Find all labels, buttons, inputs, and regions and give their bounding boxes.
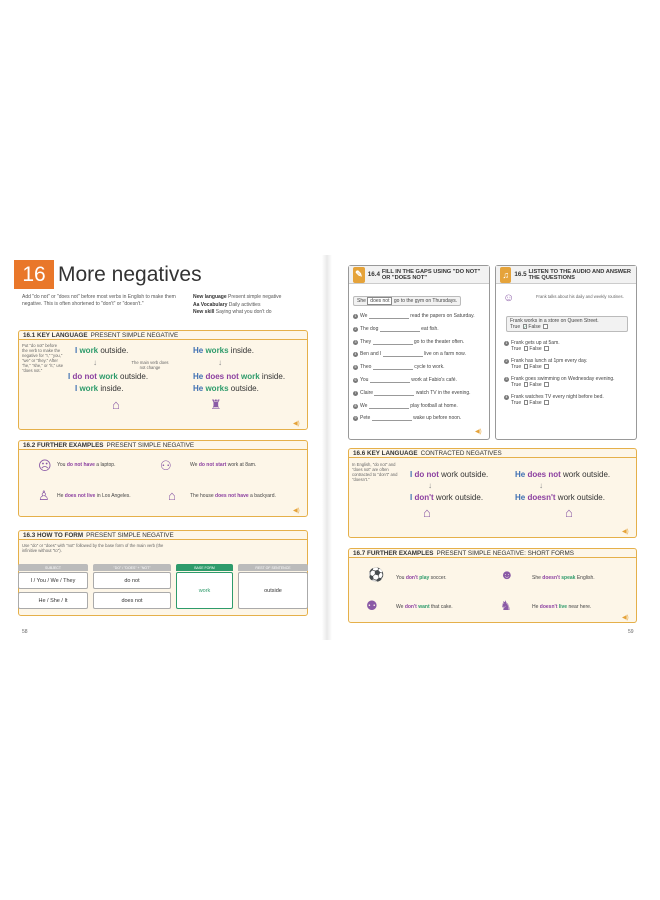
eiffel-tower-icon: ♙ bbox=[38, 488, 50, 503]
contracted-a2: I don't work outside. bbox=[410, 493, 484, 502]
gap-item-5: 5 Theo cycle to work. bbox=[354, 364, 445, 371]
section-16-3-header: 16.3 HOW TO FORM PRESENT SIMPLE NEGATIVE bbox=[19, 531, 307, 540]
contracted-a1: I do not work outside. bbox=[410, 470, 489, 479]
unit-number: 16 bbox=[14, 260, 54, 289]
subject-plural: I / You / We / They bbox=[18, 572, 88, 589]
example-b3: He works outside. bbox=[193, 384, 259, 393]
farmer-barn-icon: ♜ bbox=[210, 397, 222, 412]
tf-item-2: 2 Frank has lunch at 1pm every day. bbox=[505, 358, 588, 364]
example-a3: I work inside. bbox=[75, 384, 124, 393]
contracted-b2: He doesn't work outside. bbox=[515, 493, 605, 502]
example-16-4: She does not go to the gym on Thursdays. bbox=[353, 296, 461, 306]
true-checkbox[interactable] bbox=[524, 382, 529, 387]
false-checkbox[interactable] bbox=[544, 346, 549, 351]
section-16-3-note: Use "do" or "does" with "not" followed by the base form of the main verb (the infinitive without "to"). bbox=[22, 543, 164, 553]
arrow-down-icon: ↓ bbox=[428, 481, 432, 490]
false-checkbox[interactable] bbox=[544, 382, 549, 387]
section-16-2 bbox=[18, 440, 308, 517]
arrow-down-icon: ↓ bbox=[218, 358, 222, 367]
section-16-1-note: Put "do not" before the verb to make the negative for "I," "you," "we" or "they." After "he," "she," or "it," use "does not." bbox=[22, 343, 64, 373]
listening-person-icon: ☺ bbox=[503, 292, 515, 304]
house-person-icon: ⌂ bbox=[112, 397, 120, 412]
example-16-7-4: He doesn't live near here. bbox=[532, 604, 592, 610]
clock-people-icon: ⚇ bbox=[160, 458, 172, 473]
house-person-icon: ⌂ bbox=[423, 505, 431, 520]
section-16-7-header: 16.7 FURTHER EXAMPLES PRESENT SIMPLE NEGATIVE: SHORT FORMS bbox=[349, 549, 636, 558]
true-checkbox[interactable] bbox=[524, 346, 529, 351]
gap-item-2: 2 The dog eat fish. bbox=[354, 325, 439, 332]
example-16-2-4: The house does not have a backyard. bbox=[190, 493, 276, 499]
unit-meta bbox=[193, 294, 281, 317]
puzzle-icon: ✎ bbox=[353, 267, 365, 283]
gap-list bbox=[353, 313, 488, 421]
true-false-list: 1 Frank gets up at 5am. True False 2 Frank has lunch at 1pm every day. True False 3 Frank goes swimming on Wednesday evening. True False 4 Frank watches TV every night before bed. True False bbox=[504, 340, 634, 406]
audio-speaker-icon[interactable]: ◀) bbox=[475, 429, 482, 435]
audio-speaker-icon[interactable]: ◀) bbox=[622, 529, 629, 535]
section-16-5-note: Frank talks about his daily and weekly routines. bbox=[536, 294, 624, 299]
gap-input[interactable] bbox=[373, 365, 413, 370]
false-checkbox[interactable] bbox=[544, 400, 549, 405]
tf-item-4: 4 Frank watches TV every night before bed. bbox=[505, 394, 604, 400]
arrow-down-icon: ↓ bbox=[93, 358, 97, 367]
audio-speaker-icon[interactable]: ◀) bbox=[293, 508, 300, 514]
gap-input[interactable] bbox=[383, 352, 423, 357]
example-16-2-3: He does not live in Los Angeles. bbox=[57, 493, 131, 499]
aux-do-not: do not bbox=[93, 572, 171, 589]
example-16-2-1: You do not have a laptop. bbox=[57, 462, 116, 468]
house-icon: ⌂ bbox=[168, 488, 176, 503]
true-checkbox[interactable] bbox=[524, 364, 529, 369]
example-16-5: Frank works in a store on Queen Street. True ✓ False bbox=[506, 316, 628, 332]
gap-item-3: 3 They go to the theater often. bbox=[354, 338, 465, 345]
unit-title: More negatives bbox=[58, 263, 202, 286]
headphones-icon: ♫ bbox=[500, 267, 511, 283]
gap-input[interactable] bbox=[370, 378, 410, 383]
aux-does-not: does not bbox=[93, 592, 171, 609]
false-checkbox[interactable] bbox=[544, 364, 549, 369]
section-16-5-header: ♫ 16.5 LISTEN TO THE AUDIO AND ANSWER THE QUESTIONS bbox=[496, 266, 636, 284]
gap-item-4: 4 Ben and I live on a farm now. bbox=[354, 351, 466, 358]
tf-item-3: 3 Frank goes swimming on Wednesday evening. bbox=[505, 376, 615, 382]
section-16-2-header: 16.2 FURTHER EXAMPLES PRESENT SIMPLE NEGATIVE bbox=[19, 441, 307, 450]
soccer-player-icon: ⚽ bbox=[368, 567, 385, 582]
unit-intro: Add "do not" or "does not" before most verbs in English to make them negative. This is often shortened to "don't" or "doesn't." bbox=[22, 294, 176, 307]
small-note: The main verb does not change bbox=[131, 360, 169, 370]
tf-item-1: 1 Frank gets up at 5am. bbox=[505, 340, 560, 346]
header-subject: SUBJECT bbox=[18, 564, 88, 571]
rest-outside: outside bbox=[238, 572, 308, 609]
example-16-7-2: She doesn't speak English. bbox=[532, 575, 595, 581]
gap-item-9: 9 Pete wake up before noon. bbox=[354, 415, 462, 422]
section-16-6-header: 16.6 KEY LANGUAGE CONTRACTED NEGATIVES bbox=[349, 449, 636, 458]
subject-singular: He / She / It bbox=[18, 592, 88, 609]
header-aux: "DO" / "DOES" + "NOT" bbox=[93, 564, 171, 571]
gap-input[interactable] bbox=[380, 327, 420, 332]
example-b2: He does not work inside. bbox=[193, 372, 286, 381]
gap-input[interactable] bbox=[369, 314, 409, 319]
example-16-2-2: We do not start work at 8am. bbox=[190, 462, 257, 468]
example-b1: He works inside. bbox=[193, 346, 254, 355]
gap-input[interactable] bbox=[374, 391, 414, 396]
cake-people-icon: ⚉ bbox=[366, 598, 378, 613]
example-16-7-3: We don't want that cake. bbox=[396, 604, 453, 610]
section-16-7 bbox=[348, 548, 637, 623]
speaking-people-icon: ☻ bbox=[500, 567, 514, 582]
gap-input[interactable] bbox=[373, 340, 413, 345]
gap-input[interactable] bbox=[372, 416, 412, 421]
audio-speaker-icon[interactable]: ◀) bbox=[293, 421, 300, 427]
meta-language: New language Present simple negative bbox=[193, 294, 282, 300]
gap-item-1: 1 We read the papers on Saturday. bbox=[354, 313, 475, 319]
page-number-left: 58 bbox=[22, 629, 28, 635]
meta-skill: New skill Saying what you don't do bbox=[193, 309, 272, 315]
gap-input[interactable] bbox=[369, 404, 409, 409]
house-person-icon: ⌂ bbox=[565, 505, 573, 520]
section-16-1-header: 16.1 KEY LANGUAGE PRESENT SIMPLE NEGATIVE bbox=[19, 331, 307, 340]
meta-vocabulary: Aa Vocabulary Daily activities bbox=[193, 301, 261, 308]
arrow-down-icon: ↓ bbox=[539, 481, 543, 490]
true-checkbox[interactable] bbox=[524, 400, 529, 405]
traveler-icon: ♞ bbox=[500, 598, 512, 613]
example-16-7-1: You don't play soccer. bbox=[396, 575, 447, 581]
header-base-form: BASE FORM bbox=[176, 564, 233, 571]
section-16-6-note: In English, "do not" and "does not" are often contracted to "don't" and "doesn't." bbox=[352, 462, 398, 482]
gap-item-7: 7 Claire watch TV in the evening. bbox=[354, 389, 471, 396]
book-spine bbox=[322, 255, 332, 640]
laptop-person-icon: ☹ bbox=[38, 458, 52, 473]
example-a1: I work outside. bbox=[75, 346, 129, 355]
audio-speaker-icon[interactable]: ◀) bbox=[622, 615, 629, 621]
gap-item-6: 6 You work at Fabio's café. bbox=[354, 376, 457, 383]
section-16-4-header: ✎ 16.4 FILL IN THE GAPS USING "DO NOT" OR "DOES NOT" bbox=[349, 266, 489, 284]
base-form-work: work bbox=[176, 572, 233, 609]
header-rest: REST OF SENTENCE bbox=[238, 564, 308, 571]
page-number-right: 59 bbox=[628, 629, 634, 635]
contracted-b1: He does not work outside. bbox=[515, 470, 611, 479]
example-a2: I do not work outside. bbox=[68, 372, 149, 381]
gap-item-8: 8 We play football at home. bbox=[354, 402, 458, 409]
